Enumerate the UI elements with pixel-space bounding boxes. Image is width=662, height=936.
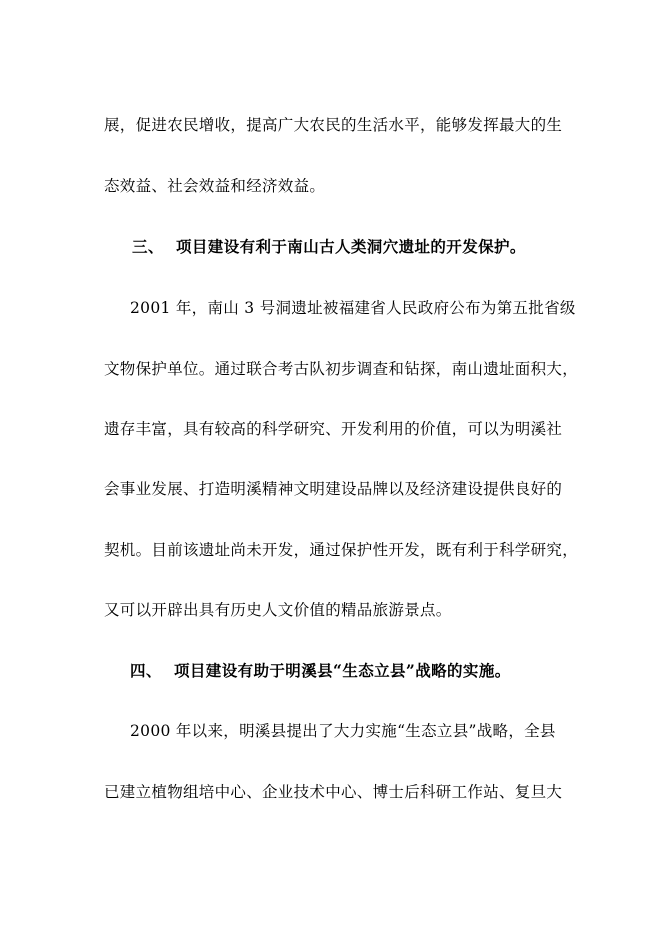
section-number: 三、: [132, 237, 164, 256]
paragraph-line: 又可以开辟出具有历史人文价值的精品旅游景点。: [104, 601, 452, 619]
section-title: 项目建设有利于南山古人类洞穴遗址的开发保护。: [176, 237, 526, 256]
paragraph-line: 2000 年以来，明溪县提出了大力实施“生态立县”战略，全县: [130, 722, 556, 740]
paragraph-line: 展，促进农民增收，提高广大农民的生活水平，能够发挥最大的生: [104, 116, 563, 134]
paragraph-line: 会事业发展、打造明溪精神文明建设品牌以及经济建设提供良好的: [104, 480, 563, 498]
section-heading-3: [132, 236, 526, 258]
paragraph-line: 遗存丰富，具有较高的科学研究、开发利用的价值，可以为明溪社: [104, 420, 563, 438]
paragraph-line: 态效益、社会效益和经济效益。: [104, 177, 326, 195]
paragraph-line: 契机。目前该遗址尚未开发，通过保护性开发，既有利于科学研究，: [104, 541, 579, 559]
section-heading-4: [130, 660, 511, 682]
paragraph-line: 2001 年，南山 3 号洞遗址被福建省人民政府公布为第五批省级: [130, 299, 576, 317]
paragraph-line: 已建立植物组培中心、企业技术中心、博士后科研工作站、复旦大: [104, 783, 563, 801]
section-number: 四、: [130, 661, 162, 680]
paragraph-line: 文物保护单位。通过联合考古队初步调查和钻探，南山遗址面积大，: [104, 360, 579, 378]
section-title: 项目建设有助于明溪县“生态立县”战略的实施。: [174, 661, 511, 680]
